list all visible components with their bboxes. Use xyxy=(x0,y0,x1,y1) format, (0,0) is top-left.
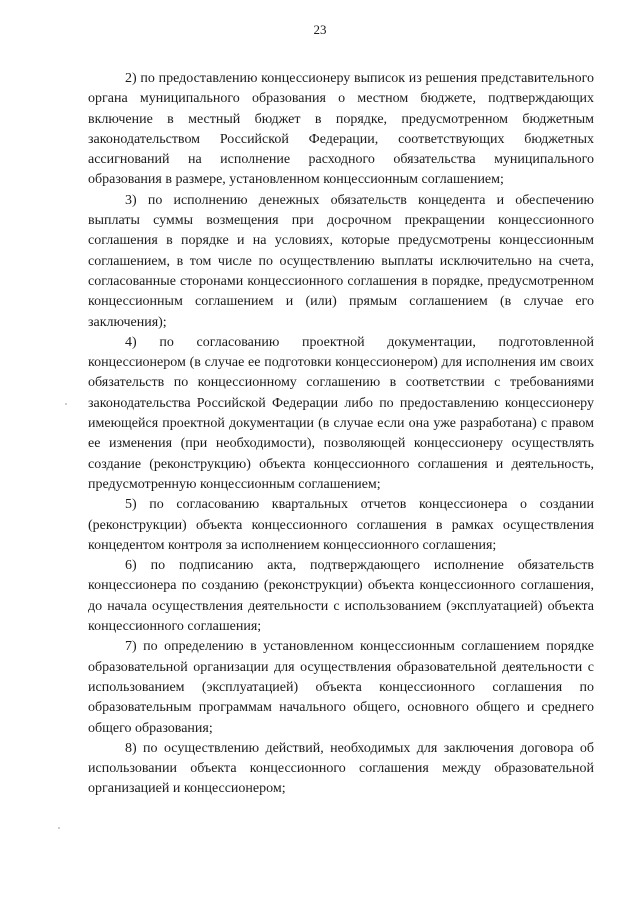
clause-3: 3) по исполнению денежных обязательств концедента и обеспечению выплаты суммы возмещения при досрочном прекращении концессионного соглашения в порядке и на условиях, которые предусмотрены концессионным соглашением, в том числе по осуществлению выплаты исключительно на счета, согласованные сторонами концессионного соглашения в порядке, предусмотренном концессионным соглашением и (или) прямым соглашением (в случае его заключения); xyxy=(88,192,594,330)
clause-8: 8) по осуществлению действий, необходимых для заключения договора об использовании объекта концессионного соглашения между образовательной организацией и концессионером; xyxy=(88,740,594,797)
clause-6: 6) по подписанию акта, подтверждающего исполнение обязательств концессионера по созданию (реконструкции) объекта концессионного соглашения, до начала осуществления деятельности с использованием (эксплуатацией) объекта концессионного соглашения; xyxy=(88,558,594,635)
page-number: 23 xyxy=(313,22,327,37)
clause-4: 4) по согласованию проектной документации, подготовленной концессионером (в случае ее подготовки концессионером) для исполнения им своих обязательств по концессионному соглашению в соответствии с требованиями законодательства Российской Федерации либо по предоставлению концессионеру имеющейся проектной документации (в случае если она уже разработана) с правом ее изменения (при необходимости), позволяющей концессионеру осуществлять создание (реконструкцию) объекта концессионного соглашения и деятельность, предусмотренную концессионным соглашением; xyxy=(88,334,594,492)
document-body xyxy=(88,69,594,800)
clause-7: 7) по определению в установленном концессионным соглашением порядке образовательной организации для осуществления образовательной деятельности с использованием (эксплуатацией) объекта концессионного соглашения по образовательным программам начального общего, основного общего и среднего общего образования; xyxy=(88,639,594,736)
scan-speck xyxy=(65,403,67,405)
clause-2: 2) по предоставлению концессионеру выписок из решения представительного органа муниципального образования о местном бюджете, подтверждающих включение в местный бюджет в порядке, предусмотренном бюджетным законодательством Российской Федерации, соответствующих бюджетных ассигнований на исполнение расходного обязательства муниципального образования в размере, установленном концессионным соглашением; xyxy=(88,71,594,188)
clause-5: 5) по согласованию квартальных отчетов концессионера о создании (реконструкции) объекта концессионного соглашения в рамках осуществления концедентом контроля за исполнением концессионного соглашения; xyxy=(88,497,594,553)
scan-speck xyxy=(58,827,60,829)
